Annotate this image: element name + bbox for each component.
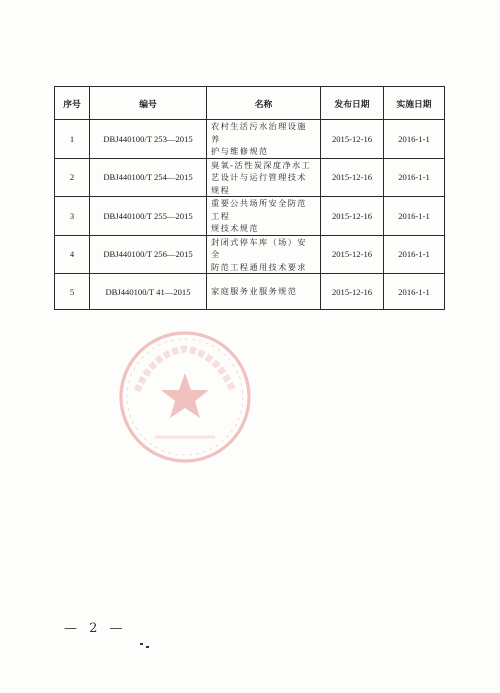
row-name-line1: 家庭服务业服务规范 bbox=[211, 286, 298, 297]
row-effective-date: 2016-1-1 bbox=[384, 120, 445, 159]
header-publish-date: 发布日期 bbox=[321, 87, 384, 120]
row-seq: 5 bbox=[55, 274, 90, 310]
row-name-line2: 艺设计与运行管理技术规程 bbox=[211, 172, 307, 195]
row-code: DBJ440100/T 254—2015 bbox=[90, 158, 207, 197]
row-seq: 3 bbox=[55, 197, 90, 236]
row-name-line1: 臭氧-活性炭深度净水工 bbox=[211, 159, 312, 170]
row-name bbox=[207, 274, 321, 310]
row-name-line1: 封闭式停车库（场）安全 bbox=[211, 236, 307, 259]
red-star-seal-icon bbox=[115, 327, 255, 467]
row-name-line2: 防范工程通用技术要求 bbox=[211, 261, 307, 272]
page-number: — 2 — bbox=[64, 621, 127, 636]
table-row bbox=[55, 274, 445, 310]
row-code: DBJ440100/T 256—2015 bbox=[90, 235, 207, 274]
header-effective-date: 实施日期 bbox=[384, 87, 445, 120]
header-code: 编号 bbox=[90, 87, 207, 120]
row-seq: 1 bbox=[55, 120, 90, 159]
row-name bbox=[207, 120, 321, 159]
row-name-line2: 护与维修规范 bbox=[211, 146, 269, 156]
table-row bbox=[55, 235, 445, 274]
header-seq: 序号 bbox=[55, 87, 90, 120]
row-effective-date: 2016-1-1 bbox=[384, 235, 445, 274]
row-name bbox=[207, 235, 321, 274]
table-row bbox=[55, 197, 445, 236]
row-name-line1: 重要公共场所安全防范工程 bbox=[211, 198, 307, 221]
row-code: DBJ440100/T 41—2015 bbox=[90, 274, 207, 310]
ink-speck-icon bbox=[140, 643, 150, 649]
row-publish-date: 2015-12-16 bbox=[321, 274, 384, 310]
table-row bbox=[55, 158, 445, 197]
row-publish-date: 2015-12-16 bbox=[321, 158, 384, 197]
row-publish-date: 2015-12-16 bbox=[321, 235, 384, 274]
row-publish-date: 2015-12-16 bbox=[321, 120, 384, 159]
row-code: DBJ440100/T 255—2015 bbox=[90, 197, 207, 236]
row-effective-date: 2016-1-1 bbox=[384, 197, 445, 236]
row-seq: 4 bbox=[55, 235, 90, 274]
table-header-row bbox=[55, 87, 445, 120]
row-effective-date: 2016-1-1 bbox=[384, 274, 445, 310]
table-row bbox=[55, 120, 445, 159]
row-name-line2: 规技术规范 bbox=[211, 223, 259, 233]
row-seq: 2 bbox=[55, 158, 90, 197]
standards-table bbox=[54, 86, 445, 310]
row-name-line1: 农村生活污水治理设施养 bbox=[211, 121, 307, 144]
row-code: DBJ440100/T 253—2015 bbox=[90, 120, 207, 159]
row-publish-date: 2015-12-16 bbox=[321, 197, 384, 236]
row-effective-date: 2016-1-1 bbox=[384, 158, 445, 197]
row-name bbox=[207, 158, 321, 197]
header-name: 名称 bbox=[207, 87, 321, 120]
row-name bbox=[207, 197, 321, 236]
